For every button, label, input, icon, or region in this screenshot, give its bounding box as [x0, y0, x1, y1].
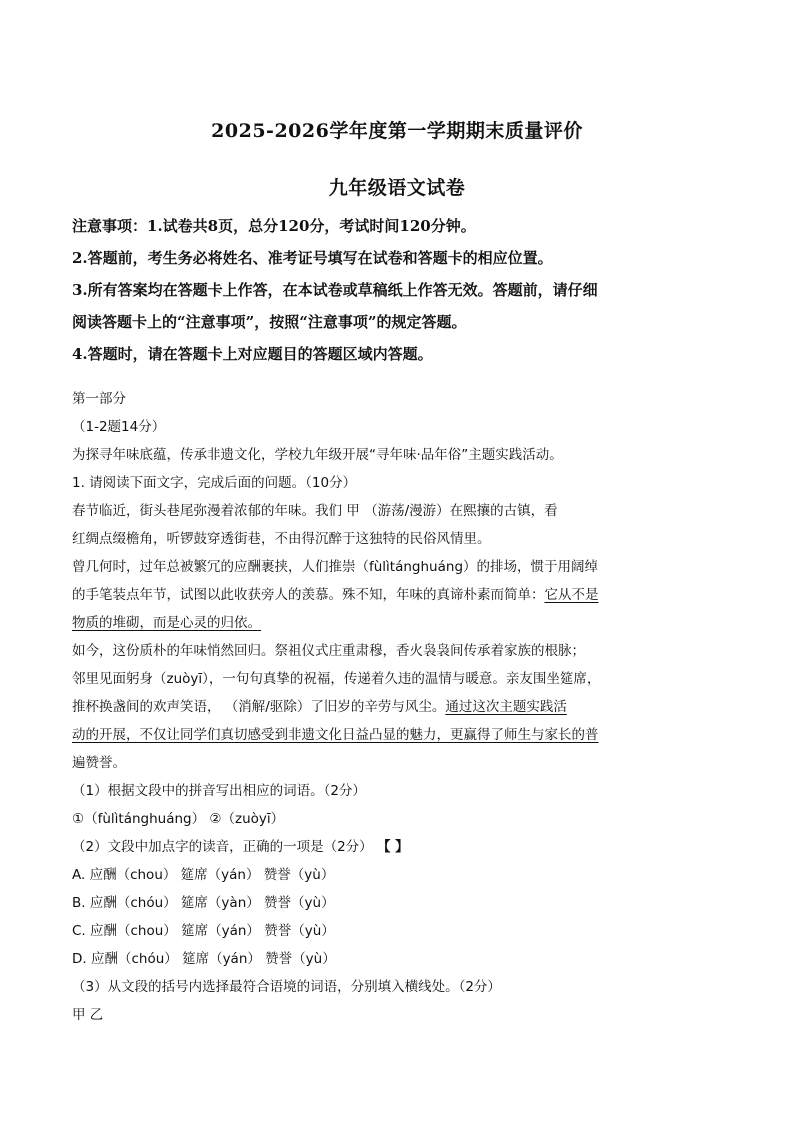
subquestion-1-items: ①（fùlìtánghuáng） ②（zuòyī）: [72, 811, 285, 827]
subquestion-2-text: （2）文段中加点字的读音，正确的一项是（2分）: [72, 839, 373, 855]
notice-line-1: 注意事项：1.试卷共8页，总分120分，考试时间120分钟。: [72, 217, 476, 235]
question-1-heading: 1. 请阅读下面文字，完成后面的问题。（10分）: [72, 475, 357, 491]
subquestion-2: [72, 835, 409, 855]
answer-labels: 甲 乙: [72, 1007, 104, 1023]
part-heading: 第一部分: [72, 391, 126, 407]
option-a: A. 应酬（chou） 筵席（yán） 赞誉（yù）: [72, 867, 335, 883]
answer-bracket: 【 】: [376, 839, 409, 855]
option-b: B. 应酬（chóu） 筵席（yàn） 赞誉（yù）: [72, 895, 335, 911]
passage-line-10: 遍赞誉。: [72, 755, 126, 771]
passage-line-7: 邻里见面躬身（zuòyī），一句句真挚的祝福，传递着久违的温情与暖意。亲友围坐筵席，: [72, 671, 601, 687]
underlined-sentence-2a: 通过这次主题实践活: [445, 699, 567, 715]
passage-line-4: [72, 583, 599, 603]
passage-line-8: [72, 695, 567, 715]
passage-line-5: 物质的堆砌，而是心灵的归依。: [72, 615, 261, 631]
score-range: （1-2题14分）: [72, 419, 166, 435]
notice-line-3: 3.所有答案均在答题卡上作答，在本试卷或草稿纸上作答无效。答题前，请仔细: [72, 281, 598, 299]
option-c: C. 应酬（chou） 筵席（yán） 赞誉（yù）: [72, 923, 335, 939]
underlined-sentence-1a: 它从不是: [544, 587, 599, 603]
notice-line-4: 阅读答题卡上的“注意事项”，按照“注意事项”的规定答题。: [72, 313, 467, 331]
passage-line-2: 红绸点缀檐角，听锣鼓穿透街巷，不由得沉醉于这独特的民俗风情里。: [72, 531, 491, 547]
subquestion-3: （3）从文段的括号内选择最符合语境的词语，分别填入横线处。（2分）: [72, 979, 501, 995]
passage-line-6: 如今，这份质朴的年味悄然回归。祭祖仪式庄重肃穆，香火袅袅间传承着家族的根脉；: [72, 643, 585, 659]
activity-intro: 为探寻年味底蕴，传承非遗文化，学校九年级开展“寻年味·品年俗”主题实践活动。: [72, 447, 563, 463]
exam-subtitle: 九年级语文试卷: [328, 177, 466, 199]
notice-line-5: 4.答题时，请在答题卡上对应题目的答题区域内答题。: [72, 345, 433, 363]
notice-line-2: 2.答题前，考生务必将姓名、准考证号填写在试卷和答题卡的相应位置。: [72, 249, 553, 267]
passage-line-4-text: 的手笔装点年节，试图以此收获旁人的羡慕。殊不知，年味的真谛朴素而简单：: [72, 587, 545, 603]
passage-line-3: 曾几何时，过年总被繁冗的应酬裹挟，人们推崇（fùlìtánghuáng）的排场，惯于用阔绰: [72, 559, 599, 575]
passage-line-1: 春节临近，街头巷尾弥漫着浓郁的年味。我们 甲 （游荡/漫游）在熙攘的古镇，看: [72, 503, 558, 519]
subquestion-1: （1）根据文段中的拼音写出相应的词语。（2分）: [72, 783, 366, 799]
exam-title: 2025-2026学年度第一学期期末质量评价: [211, 120, 583, 142]
passage-line-9: 动的开展，不仅让同学们真切感受到非遗文化日益凸显的魅力，更赢得了师生与家长的普: [72, 727, 599, 743]
option-d: D. 应酬（chóu） 筵席（yán） 赞誉（yù）: [72, 951, 336, 967]
passage-line-8-text: 推杯换盏间的欢声笑语， （消解/驱除）了旧岁的辛劳与风尘。: [72, 699, 446, 715]
